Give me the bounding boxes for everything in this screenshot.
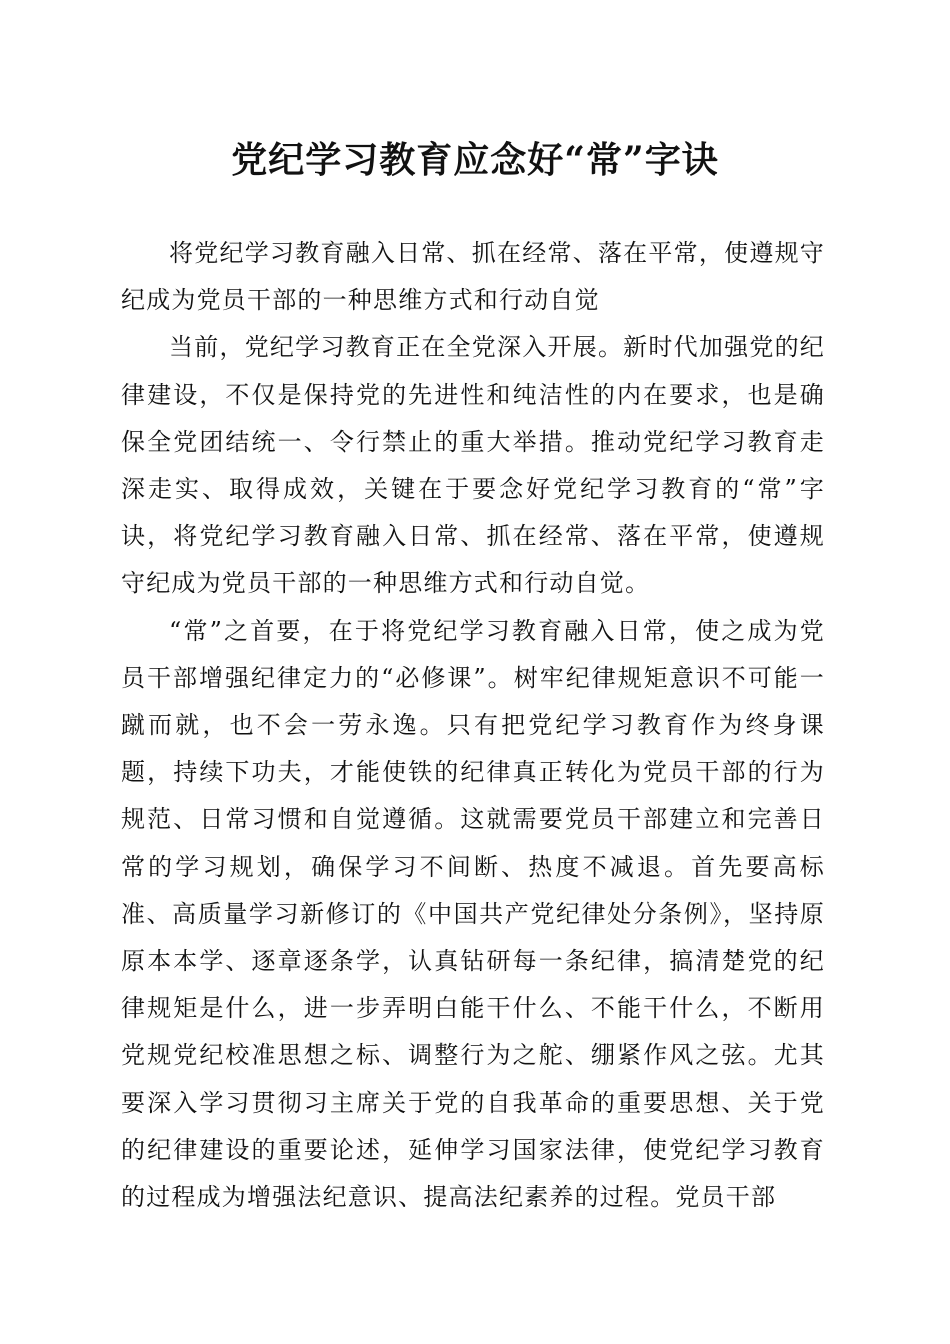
paragraph-intro: 当前，党纪学习教育正在全党深入开展。新时代加强党的纪律建设，不仅是保持党的先进性和纯洁性的内在要求，也是确保全党团结统一、令行禁止的重大举措。推动党纪学习教育走深走实、取得成效，关键在于要念好党纪学习教育的“常”字诀，将党纪学习教育融入日常、抓在经常、落在平常，使遵规守纪成为党员干部的一种思维方式和行动自觉。 — [121, 333, 825, 598]
paragraph-summary: 将党纪学习教育融入日常、抓在经常、落在平常，使遵规守纪成为党员干部的一种思维方式和行动自觉 — [121, 239, 825, 315]
document-body — [121, 230, 825, 1221]
paragraph-first-point: “常”之首要，在于将党纪学习教育融入日常，使之成为党员干部增强纪律定力的“必修课”。树牢纪律规矩意识不可能一蹴而就，也不会一劳永逸。只有把党纪学习教育作为终身课题，持续下功夫，才能使铁的纪律真正转化为党员干部的行为规范、日常习惯和自觉遵循。这就需要党员干部建立和完善日常的学习规划，确保学习不间断、热度不减退。首先要高标准、高质量学习新修订的《中国共产党纪律处分条例》，坚持原原本本学、逐章逐条学，认真钻研每一条纪律，搞清楚党的纪律规矩是什么，进一步弄明白能干什么、不能干什么，不断用党规党纪校准思想之标、调整行为之舵、绷紧作风之弦。尤其要深入学习贯彻习主席关于党的自我革命的重要思想、关于党的纪律建设的重要论述，延伸学习国家法律，使党纪学习教育的过程成为增强法纪意识、提高法纪素养的过程。党员干部 — [121, 616, 825, 1212]
document-title: 党纪学习教育应念好“常”字诀 — [231, 139, 719, 181]
